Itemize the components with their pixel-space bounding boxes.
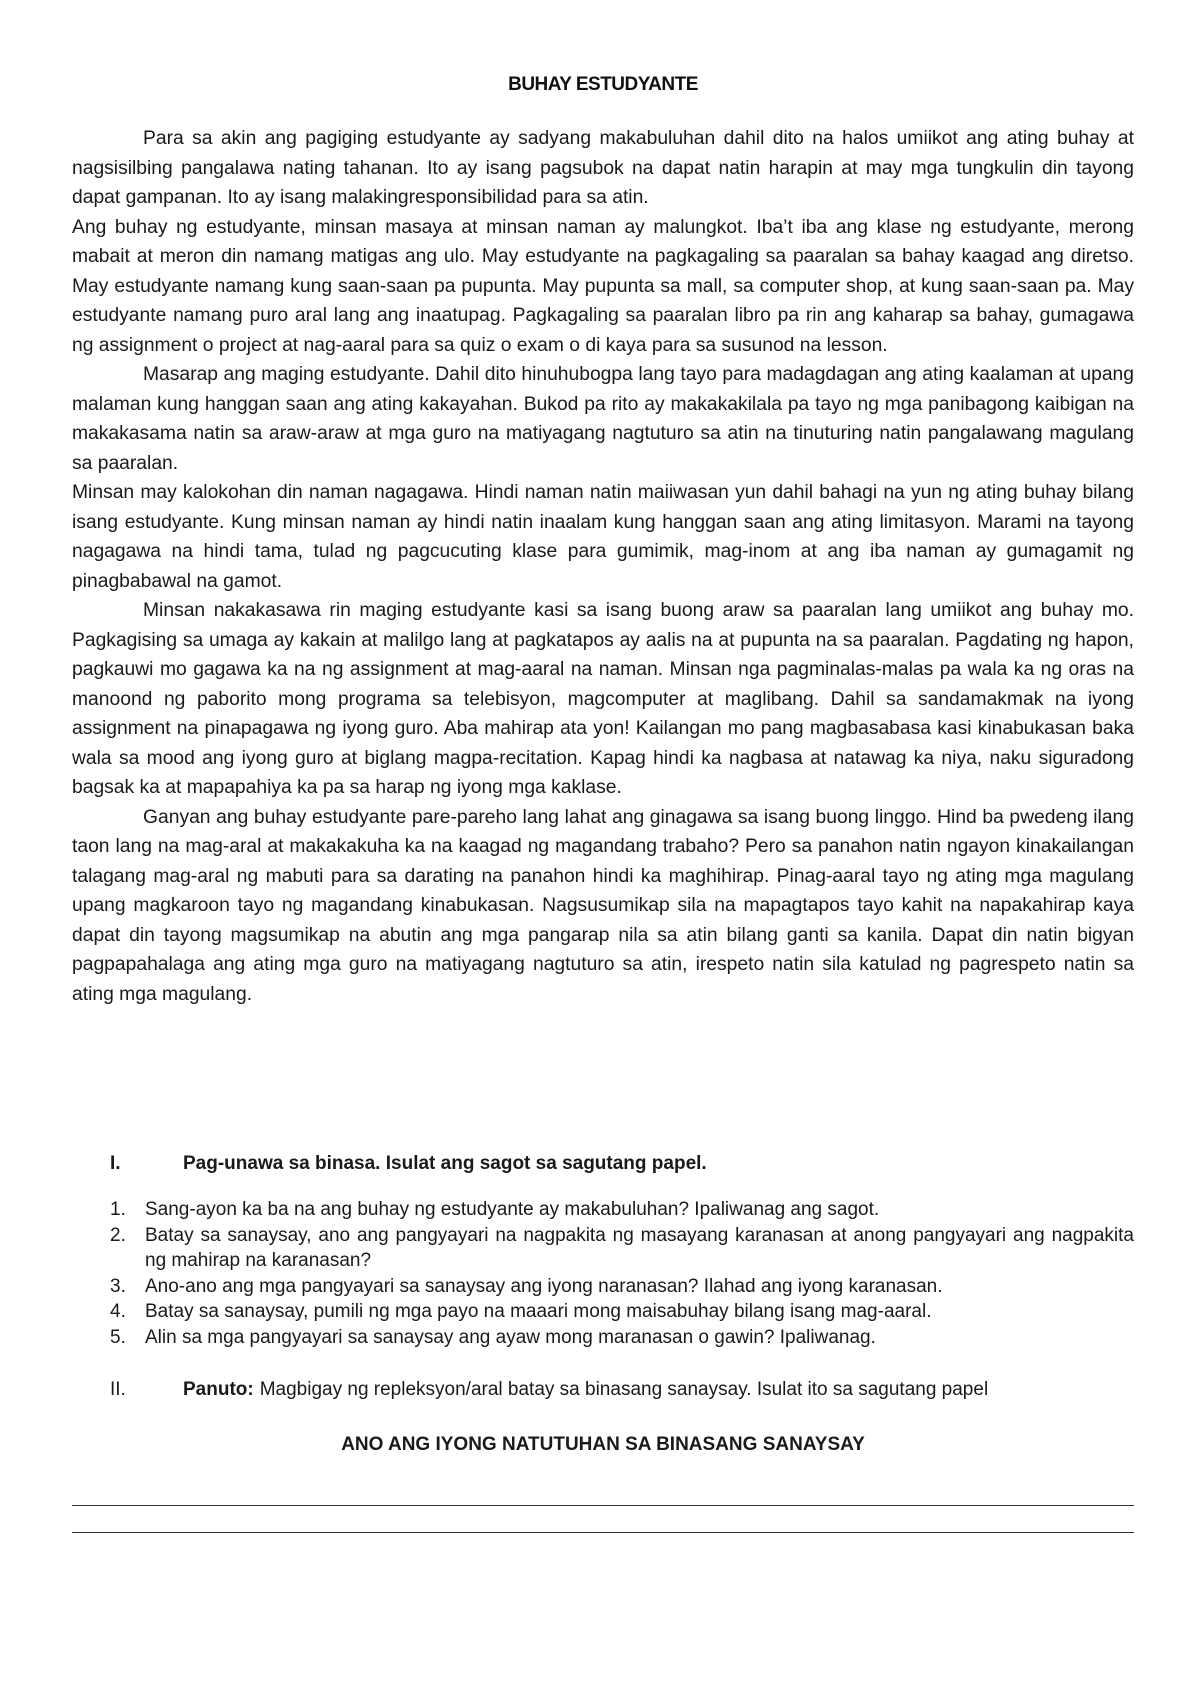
instruction-text: Magbigay ng repleksyon/aral batay sa binasang sanaysay. Isulat ito sa sagutang papel <box>259 1379 989 1400</box>
question-item <box>72 1325 1134 1351</box>
essay-paragraph: Minsan nakakasawa rin maging estudyante kasi sa isang buong araw sa paaralan lang umiikot ang buhay mo. Pagkagising sa umaga ay kakain at malilgo lang at pagkatapos ay aalis na at pupunta na sa paaralan. Pagdating ng hapon, pagkauwi mo gagawa ka na ng assignment at mag-aaral na naman. Minsan nga pagminalas-malas pa wala ka ng oras na manoond ng paborito mong programa sa telebisyon, magcomputer at maglibang. Dahil sa sandamakmak na iyong assignment na pinapagawa ng iyong guro. Aba mahirap ata yon! Kailangan mo pang magbasabasa kasi kinabukasan baka wala sa mood ang iyong guro at biglang magpa-recitation. Kapag hindi ka nagbasa at natawag ka niya, naku siguradong bagsak ka at mapapahiya ka pa sa harap ng iyong mga kaklase. <box>72 600 1134 798</box>
question-text: Batay sa sanaysay, ano ang pangyayari na nagpakita ng masayang karanasan at anong pangyayari ang nagpakita ng mahirap na karanasan? <box>145 1224 1134 1271</box>
reflection-instruction <box>72 1379 1134 1401</box>
essay-paragraph: Ganyan ang buhay estudyante pare-pareho lang lahat ang ginagawa sa isang buong linggo. Hind ba pwedeng ilang taon lang na mag-aral at makakakuha ka na kaagad ng magandang trabaho? Pero sa panahon natin ngayon kinakailangan talagang mag-aral ng mabuti para sa darating na panahon hindi ka maghihirap. Pinag-aaral tayo ng ating mga magulang upang magkaroon tayo ng magandang kinabukasan. Nagsusumikap sila na mapagtapos tayo kahit na napakahirap kaya dapat din tayong magsumikap na abutin ang mga pangarap nila sa atin bilang ganti sa kanila. Dapat din natin bigyan pagpapahalaga ang ating mga guro na matiyagang nagtuturo sa atin, irespeto natin sila katulad ng pagrespeto natin sa ating mga magulang. <box>72 806 1134 1005</box>
question-text: Sang-ayon ka ba na ang buhay ng estudyante ay makabuluhan? Ipaliwanag ang sagot. <box>145 1199 880 1220</box>
question-number: 3. <box>110 1275 126 1297</box>
question-text: Batay sa sanaysay, pumili ng mga payo na maaari mong maisabuhay bilang isang mag-aaral. <box>145 1301 932 1322</box>
essay-paragraph: Para sa akin ang pagiging estudyante ay sadyang makabuluhan dahil dito na halos umiikot ang ating buhay at nagsisilbing pangalawa nating tahanan. Ito ay isang pagsubok na dapat natin harapin at may mga tungkulin din tayong dapat gampanan. Ito ay isang malakingresponsibilidad para sa atin. <box>72 128 1134 208</box>
essay-body <box>72 124 1134 1009</box>
question-number: 1. <box>110 1199 126 1220</box>
essay-paragraph: Minsan may kalokohan din naman nagagawa. Hindi naman natin maiiwasan yun dahil bahagi na yun ng ating buhay bilang isang estudyante. Kung minsan naman ay hindi natin inaalam kung hanggan saan ang ating limitasyon. Marami na tayong nagagawa na hindi tama, tulad ng pagcucuting klase para gumimik, mag-inom at ang iba naman ay gumagamit ng pinagbabawal na gamot. <box>72 482 1134 592</box>
answer-line[interactable] <box>72 1505 1134 1506</box>
answer-line[interactable] <box>72 1532 1134 1533</box>
question-number: 4. <box>110 1301 126 1322</box>
section-number: I. <box>110 1153 121 1174</box>
essay-paragraph: Ang buhay ng estudyante, minsan masaya at minsan naman ay malungkot. Iba’t iba ang klase ng estudyante, merong mabait at meron din namang matigas ang ulo. May estudyante na pagkagaling sa paaralan sa bahay kaagad ang diretso. May estudyante namang kung saan-saan pa pupunta. May pupunta sa mall, sa computer shop, at kung saan-saan pa. May estudyante namang puro aral lang ang inaatupag. Pagkagaling sa paaralan libro pa rin ang kaharap sa bahay, gumagawa ng assignment o project at nag-aaral para sa quiz o exam o di kaya para sa susunod na lesson. <box>72 216 1134 356</box>
document-title: BUHAY ESTUDYANTE <box>508 74 698 95</box>
worksheet-page <box>72 0 1134 1455</box>
reflection-title: ANO ANG IYONG NATUTUHAN SA BINASANG SANAYSAY <box>341 1434 865 1455</box>
question-item <box>72 1274 1134 1300</box>
essay-paragraph: Masarap ang maging estudyante. Dahil dito hinuhubogpa lang tayo para madagdagan ang ating kaalaman at upang malaman kung hanggan saan ang ating kakayahan. Bukod pa rito ay makakakilala pa tayo ng mga panibagong kaibigan na makakasama natin sa araw-araw at mga guro na matiyagang nagtuturo sa atin na tinuturing natin pangalawang magulang sa paaralan. <box>72 364 1134 474</box>
question-item <box>72 1197 1134 1223</box>
question-item <box>72 1299 1134 1325</box>
section-heading-text: Pag-unawa sa binasa. Isulat ang sagot sa sagutang papel. <box>183 1153 707 1174</box>
question-number: 5. <box>110 1326 126 1348</box>
instruction-label: Panuto: <box>183 1379 254 1400</box>
comprehension-heading <box>72 1153 1134 1175</box>
section-number: II. <box>110 1379 126 1400</box>
question-text: Alin sa mga pangyayari sa sanaysay ang ayaw mong maranasan o gawin? Ipaliwanag. <box>145 1326 876 1348</box>
question-list <box>72 1197 1134 1350</box>
question-text: Ano-ano ang mga pangyayari sa sanaysay ang iyong naranasan? Ilahad ang iyong karanasan. <box>145 1275 943 1297</box>
question-item <box>72 1223 1134 1274</box>
comprehension-section <box>72 1153 1134 1350</box>
question-number: 2. <box>110 1224 126 1246</box>
